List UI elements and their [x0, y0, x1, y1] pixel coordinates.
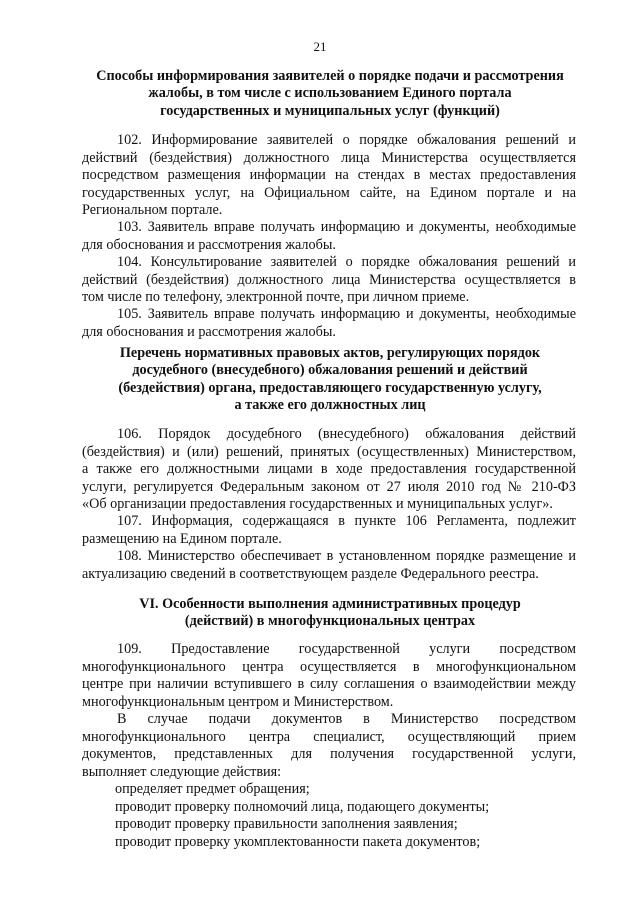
heading-section-vi	[80, 596, 580, 631]
paragraph-108	[82, 548, 576, 583]
text-line: 106. Порядок досудебного (внесудебного) обжалования действий	[117, 426, 576, 442]
heading-line: государственных и муниципальных услуг (функций)	[160, 102, 500, 119]
text-line: действий (бездействия) должностного лица Министерства осуществляется	[82, 149, 576, 166]
heading-line: Перечень нормативных правовых актов, регулирующих порядок	[119, 345, 541, 361]
heading-line: (действий) в многофункциональных центрах	[184, 613, 476, 630]
heading-line: досудебного (внесудебного) обжалования решений и действий	[132, 362, 528, 379]
list-item: проводит проверку полномочий лица, подающего документы;	[115, 798, 490, 815]
text-line: для обоснования и рассмотрения жалобы.	[82, 323, 336, 340]
page-number: 21	[313, 39, 327, 54]
text-line: посредством размещения информации на стендах в местах предоставления	[82, 167, 576, 183]
text-line: «Об организации предоставления государственных и муниципальных услуг».	[82, 496, 553, 512]
paragraph-102	[82, 132, 576, 220]
list-item: определяет предмет обращения;	[115, 781, 310, 797]
text-line: 108. Министерство обеспечивает в установленном порядке размещение и	[117, 548, 576, 564]
text-line: размещению на Едином портале.	[82, 530, 282, 547]
paragraph-103	[82, 219, 576, 254]
text-line: 104. Консультирование заявителей о порядке обжалования решений и	[117, 254, 576, 270]
text-line: центре при наличии вступившего в силу соглашения о взаимодействии между	[82, 676, 576, 692]
text-line: государственных услуг, на Официальном сайте, на Едином портале и на	[82, 184, 576, 201]
text-line: действий (бездействия) должностного лица Министерства осуществляется в	[82, 271, 576, 288]
text-line: том числе по телефону, электронной почте, при личном приеме.	[82, 289, 470, 305]
list-item: проводит проверку укомплектованности пакета документов;	[115, 833, 481, 850]
heading-complaint-info	[80, 68, 580, 120]
paragraph-106	[82, 426, 576, 514]
text-line: 107. Информация, содержащаяся в пункте 106 Регламента, подлежит	[117, 513, 576, 529]
paragraph-107	[82, 513, 576, 548]
heading-line: VI. Особенности выполнения административных процедур	[139, 596, 521, 612]
heading-line: (бездействия) органа, предоставляющего государственную услугу,	[118, 379, 542, 396]
text-line: многофункционального центра специалист, осуществляющий прием	[82, 728, 576, 745]
list-item: проводит проверку правильности заполнения заявления;	[115, 816, 458, 832]
text-line: выполняет следующие действия:	[82, 763, 282, 780]
paragraph-109	[82, 641, 576, 711]
heading-line: жалобы, в том числе с использованием Единого портала	[148, 85, 512, 102]
text-line: 102. Информирование заявителей о порядке обжалования решений и	[117, 132, 576, 148]
action-list	[82, 781, 576, 851]
paragraph-104	[82, 254, 576, 307]
text-line: 105. Заявитель вправе получать информацию и документы, необходимые	[117, 306, 576, 322]
text-line: многофункциональным центром и Министерством.	[82, 693, 394, 710]
text-line: В случае подачи документов в Министерство посредством	[117, 711, 576, 727]
text-line: 109. Предоставление государственной услуги посредством	[117, 641, 576, 657]
text-line: услуги, регулируется Федеральным законом от 27 июля 2010 год № 210-ФЗ	[82, 478, 576, 495]
text-line: 103. Заявитель вправе получать информацию и документы, необходимые	[117, 219, 576, 235]
text-line: многофункционального центра осуществляется в многофункциональном	[82, 658, 576, 675]
text-line: а также его должностными лицами в ходе предоставления государственной	[82, 461, 576, 477]
paragraph-105	[82, 306, 576, 341]
text-line: документов, представленных для получения государственной услуги,	[82, 746, 576, 762]
text-line: актуализацию сведений в соответствующем разделе Федерального реестра.	[82, 565, 539, 582]
text-line: (бездействия) и (или) решений, принятых (осуществленных) Министерством,	[82, 443, 576, 460]
text-line: Региональном портале.	[82, 202, 223, 218]
heading-line: а также его должностных лиц	[234, 396, 426, 413]
paragraph-mfc-actions	[82, 711, 576, 781]
heading-legal-acts	[80, 345, 580, 414]
heading-line: Способы информирования заявителей о порядке подачи и рассмотрения	[96, 68, 564, 84]
text-line: для обоснования и рассмотрения жалобы.	[82, 236, 336, 253]
